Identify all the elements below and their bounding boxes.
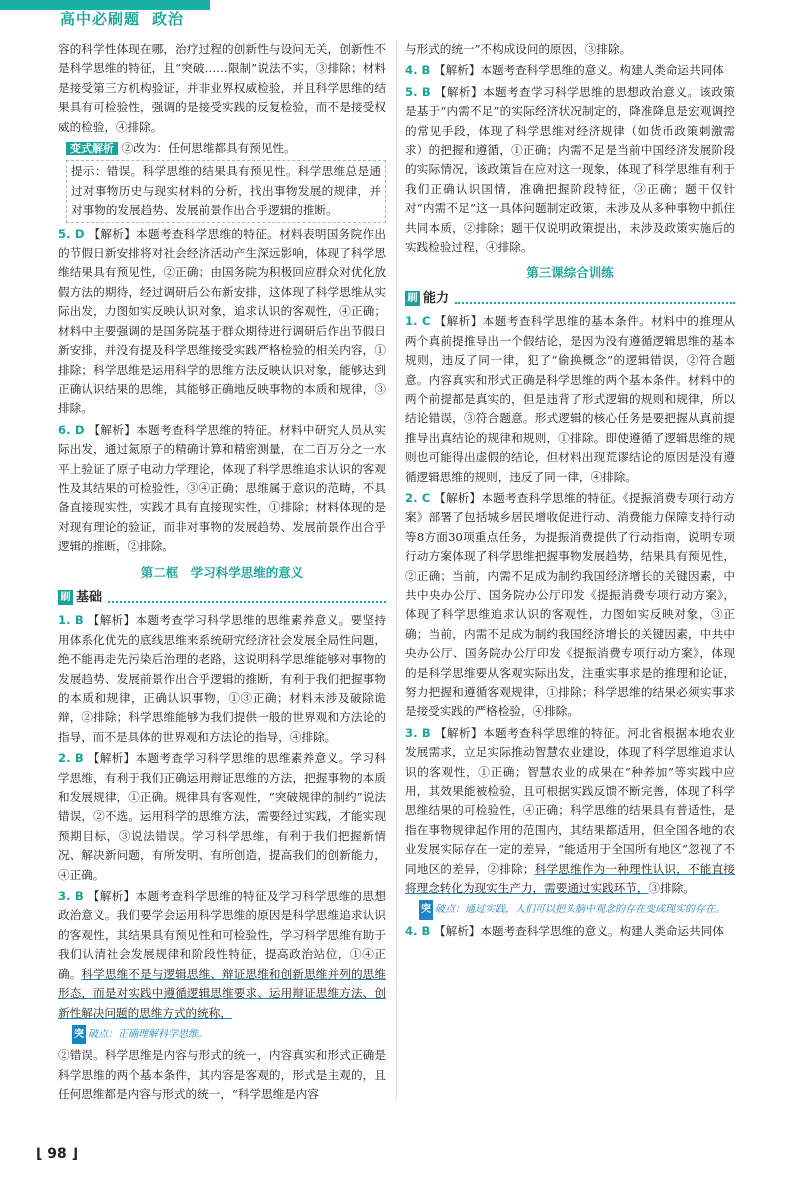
answer-number: 1. B	[58, 613, 84, 628]
variant-hint: 提示：错误。科学思维的结果具有预见性。科学思维总是通过对事物历史与现实材料的分析，找出事物发展的规律，并对事物的发展趋势、发展前景作出合乎逻辑的推断。	[66, 160, 386, 222]
left-column	[58, 40, 386, 1107]
answer-text: 【解析】本题考查学习科学思维的思维素养意义。要坚持用体系化优先的底线思维来系统研究经济社会发展全局性问题，绝不能再走先污染后治理的老路，这说明科学思维能够对事物的发展趋势、发展前景作出合乎逻辑的推断，有利于我们把握事物的本质和规律，正确认识事物，①③正确；材料未涉及破除诡辩，②排除；科学思维能够为我们提供一般的世界观和方法论的指导，而不是具体的世界观和方法论的指导，④排除。	[58, 613, 386, 744]
answer-1	[58, 611, 386, 747]
answer-text: 【解析】本题考查学习科学思维的思维素养意义。学习科学思维，有利于我们正确运用辩证思维的方法，把握事物的本质和发展规律，①正确。规律具有客观性，“突破规律的制约”说法错误，②不选。运用科学的思维方法，需要经过实践，才能实现预期目标，③说法错误。学习科学思维，有利于我们把握新情况、解决新问题，有所发明、有所创造，提高我们的创新能力，④正确。	[58, 751, 386, 882]
answer-number: 4. B	[405, 923, 431, 938]
breakthrough-tip	[419, 900, 735, 919]
answer-text: 【解析】本题考查科学思维的特征。材料表明国务院作出的节假日新安排将对社会经济活动产生深远影响，体现了科学思维结果具有预见性，②正确；由国务院为积极回应群众对优化放假方法的期待，经过调研后公布新安排，这体现了科学思维从实际出发，力图如实反映认识对象，追求认识的客观性，④正确；材料中主要强调的是国务院基于群众期待进行调研后作出节假日新安排，并没有提及科学思维接受实践严格检验的相关内容，①排除；科学思维是运用科学的思维方法反映认识对象，能够达到正确认识结果的思维，其能够正确地反映事物的本质和规律，③排除。	[58, 226, 386, 416]
variant-tag: 变式解析	[66, 142, 118, 155]
breakthrough-tip	[72, 1025, 386, 1044]
answer-4	[405, 61, 735, 80]
answer-text-end: ③排除。	[648, 881, 695, 896]
answer-text: 【解析】本题考查科学思维的意义。构建人类命运共同体	[434, 923, 724, 938]
brush-icon: 刷	[405, 291, 420, 306]
tip-text: 破点：通过实践，人们可以把头脑中观念的存在变成现实的存在。	[435, 904, 725, 916]
answer-1	[405, 312, 735, 487]
variant-analysis	[66, 139, 386, 223]
underlined-text: 科学思维不是与逻辑思维、辩证思维和创新思维并列的思维形态，而是对实践中遵循逻辑思维要求、运用辩证思维方法、创新性解决问题的思维方式的统称，	[58, 966, 386, 1020]
answer-number: 5. D	[58, 226, 85, 241]
page-number: ⌊ 98 ⌋	[36, 1146, 79, 1162]
block-label: 能力	[423, 290, 450, 306]
continued-answer: 与形式的统一”不构成设问的原因，③排除。	[405, 42, 632, 56]
answer-2	[405, 489, 735, 722]
underlined-text: 科学思维作为一种理性认识，不能直接将理念转化为现实生产力，需要通过实践环节，	[405, 861, 735, 896]
header-title	[60, 8, 184, 29]
answer-text: 【解析】本题考查科学思维的特征。河北省根据本地农业发展需求，立足实际推动智慧农业建设，体现了科学思维追求认识的客观性，①正确；智慧农业的成果在“种养加”等实践中应用，其效果能被检验，且可根据实践反馈不断完善，体现了科学思维结果的可检验性，④正确；科学思维的结果具有普适性，是指在事物规律起作用的范围内，其结果都适用，但全国各地的农业发展实际存在一定的差异，“能适用于全国所有地区”忽视了不同地区的差异，②排除；	[405, 725, 735, 876]
block-heading-basic	[58, 588, 386, 607]
answer-text: 【解析】本题考查科学思维的特征及学习科学思维的思想政治意义。我们要学会运用科学思维的原因是科学思维追求认识的客观性，其结果具有预见性和可检验性，学习科学思维有助于我们认清社会发展规律和阶段性特征，提高政治站位，①④正确。	[58, 889, 386, 981]
answer-number: 3. B	[405, 725, 431, 740]
answer-text: 【解析】本题考查科学思维的特征。《提振消费专项行动方案》部署了包括城乡居民增收促进行动、消费能力保障支持行动等8方面30项重点任务，为提振消费提供了行动指南，说明专项行动方案体现了科学思维把握事物发展趋势，结果具有预见性，②正确；当前，内需不足成为制约我国经济增长的关键因素，中共中央办公厅、国务院办公厅印发《提振消费专项行动方案》，体现了科学思维追求认识的客观性，力图如实反映对象，③正确；当前，内需不足成为制约我国经济增长的关键因素，中共中央办公厅、国务院办公厅印发《提振消费专项行动方案》，体现的是科学思维要从客观实际出发，注重实事求是的推理和论证，努力把握和遵循客观规律，①排除；科学思维的结果必须实事求是接受实践的严格检验，④排除。	[405, 490, 736, 719]
answer-text: 【解析】本题考查学习科学思维的思想政治意义。该政策是基于“内需不足”的实际经济状况制定的，降准降息是宏观调控的常见手段，体现了科学思维对经济规律（如货币政策刺激需求）的把握和遵循，①正确；内需不足是当前中国经济发展阶段的实际情况，该政策旨在应对这一现象，体现了科学思维有利于我们正确认识国情，准确把握阶段特征，③正确；题干仅针对“内需不足”这一具体问题制定政策，未涉及从多种事物中抓住共同本质，②排除；题干仅说明政策提出，未涉及政策实施后的实践检验过程，④排除。	[405, 84, 735, 255]
answer-5	[405, 83, 735, 258]
tip-text: 破点：正确理解科学思维。	[88, 1028, 208, 1040]
page-header	[0, 0, 800, 38]
dotted-rule	[108, 593, 386, 603]
tip-icon: 突	[419, 900, 433, 919]
brush-icon: 刷	[58, 590, 73, 605]
answer-text: 【解析】本题考查科学思维的意义。构建人类命运共同体	[434, 63, 724, 78]
answer-2	[58, 749, 386, 885]
block-heading-ability	[405, 289, 735, 308]
section-title: 第二框 学习科学思维的意义	[140, 564, 304, 580]
dotted-rule	[455, 294, 735, 304]
answer-4-next	[405, 922, 735, 941]
variant-text: ②改为：任何思维都具有预见性。	[121, 141, 296, 156]
answer-number: 2. B	[58, 751, 84, 766]
answer-number: 6. D	[58, 422, 85, 437]
answer-6	[58, 421, 386, 557]
answer-3	[58, 887, 386, 1023]
continued-answer: 容的科学性体现在哪，治疗过程的创新性与设问无关，创新性不是科学思维的特征，且“突破……限制”说法不实，③排除；材料是接受第三方机构验证，并非业界权威检验，并且科学思维的结果具有可检验性，强调的是接受实践的反复检验，而不是接受权威的检验，④排除。	[58, 42, 386, 134]
right-column	[405, 40, 735, 943]
answer-number: 4. B	[405, 63, 431, 78]
answer-text: 【解析】本题考查科学思维的特征。材料中研究人员从实际出发，通过氮原子的精确计算和精密测量，在二百万分之一水平上验证了原子电动力学理论，体现了科学思维追求认识的客观性及其结果的可检验性，③④正确；思维属于意识的范畴，不具备直接现实性，实践才具有直接现实性，①排除；材料体现的是对现有理论的验证，而非对事物的发展趋势、发展前景作出合乎逻辑的推断，②排除。	[58, 422, 386, 554]
section-title: 第三课综合训练	[526, 265, 614, 281]
page-number-value: 98	[47, 1146, 67, 1162]
answer-5	[58, 225, 386, 419]
answer-number: 1. C	[405, 314, 431, 329]
column-divider	[396, 40, 397, 1100]
book-name: 高中必刷题	[60, 10, 141, 28]
answer-number: 5. B	[405, 84, 431, 99]
tip-icon: 突	[72, 1025, 86, 1044]
subject-name: 政治	[152, 10, 185, 28]
answer-3-cont: ②错误。科学思维是内容与形式的统一，内容真实和形式正确是科学思维的两个基本条件，其内容是客观的，形式是主观的，且任何思维都是内容与形式的统一，“科学思维是内容	[58, 1048, 386, 1102]
answer-text: 【解析】本题考查科学思维的基本条件。材料中的推理从两个真前提推导出一个假结论，是因为没有遵循逻辑思维的基本规则，违反了同一律，犯了“偷换概念”的逻辑错误，②符合题意。内容真实和形式正确是科学思维的两个基本条件。材料中的两个前提都是真实的，但是违背了形式逻辑的规则和规律，所以结论错误，③符合题意。形式逻辑的核心任务是要把握从真前提推导出真结论的规律和规则，①排除。即使遵循了逻辑思维的规则也可能得出虚假的结论，但材料出现荒谬结论的原因是没有遵循逻辑思维的规则，违反了同一律，④排除。	[405, 314, 735, 484]
answer-number: 3. B	[58, 889, 84, 904]
block-label: 基础	[76, 589, 103, 605]
answer-3	[405, 724, 735, 899]
answer-number: 2. C	[405, 490, 431, 505]
